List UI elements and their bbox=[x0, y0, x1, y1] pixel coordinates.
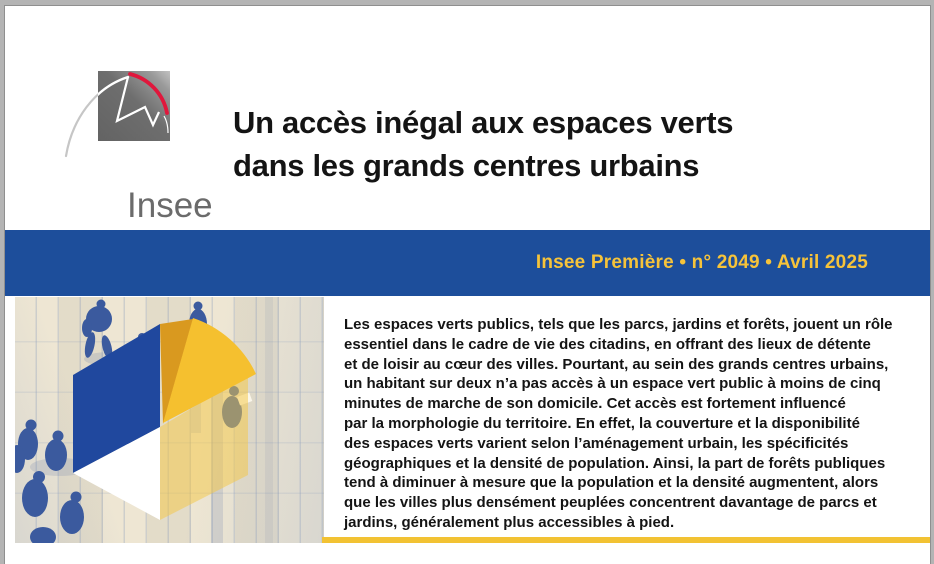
intro-line: minutes de marche de son domicile. Cet accès est fortement influencé bbox=[344, 395, 846, 413]
logo-square bbox=[98, 71, 170, 141]
insee-logo bbox=[60, 64, 213, 225]
intro-line: par la morphologie du territoire. En effet, la couverture et la disponibilité bbox=[344, 414, 860, 432]
intro-line: que les villes plus densément peuplées concentrent davantage de parcs et bbox=[344, 494, 877, 512]
collection-banner bbox=[5, 230, 930, 296]
page-title bbox=[233, 101, 733, 187]
intro-line: Les espaces verts publics, tels que les parcs, jardins et forêts, jouent un rôle bbox=[344, 316, 893, 333]
geometric-emblem bbox=[73, 318, 256, 520]
intro-line: des espaces verts varient selon l’aménagement urbain, les spécificités bbox=[344, 434, 849, 452]
accent-rule bbox=[322, 537, 930, 543]
intro-line: essentiel dans le cadre de vie des citadins, en offrant des lieux de détente bbox=[344, 335, 871, 353]
cover-photo-art bbox=[15, 297, 324, 543]
insee-logo-emblem bbox=[60, 64, 190, 194]
insee-wordmark: Insee bbox=[127, 186, 213, 225]
intro-line: géographiques et la densité de population. Ainsi, la part de forêts publiques bbox=[344, 454, 886, 472]
document-page bbox=[5, 6, 930, 564]
collection-banner-text: Insee Première • n° 2049 • Avril 2025 bbox=[535, 252, 868, 273]
intro-line: et de loisir au cœur des villes. Pourtant, au sein des grands centres urbains, bbox=[344, 355, 889, 373]
page-title-line-1: Un accès inégal aux espaces verts bbox=[233, 105, 734, 140]
intro-paragraph bbox=[344, 315, 919, 533]
intro-line: un habitant sur deux n’a pas accès à un espace vert public à moins de cinq bbox=[344, 375, 881, 393]
cover-photo bbox=[15, 297, 324, 543]
page-title-line-2: dans les grands centres urbains bbox=[233, 148, 700, 183]
intro-line: jardins, généralement plus accessibles à pied. bbox=[344, 513, 675, 531]
intro-line: tend à diminuer à mesure que la population et la densité augmentent, alors bbox=[344, 474, 879, 492]
